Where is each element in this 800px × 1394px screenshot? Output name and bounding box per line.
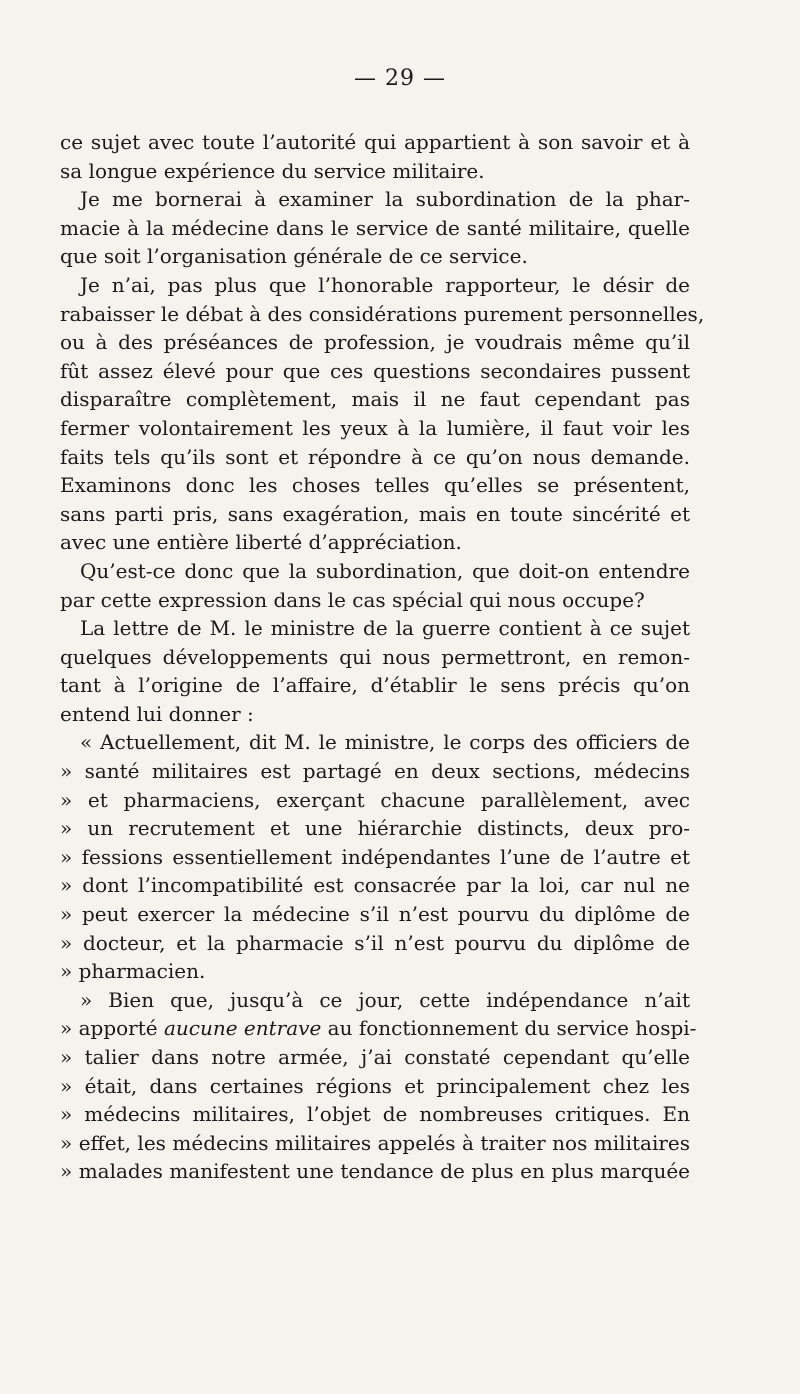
text-line: rabaisser le débat à des considérations purement personnelles, <box>60 301 705 326</box>
text-line: » malades manifestent une tendance de plus en plus marquée <box>60 1159 690 1184</box>
text-line: fût assez élevé pour que ces questions secondaires pussent <box>60 358 690 383</box>
text-line: La lettre de M. le ministre de la guerre contient à ce sujet <box>80 616 690 641</box>
text-line: Je n’ai, pas plus que l’honorable rapporteur, le désir de <box>80 272 690 297</box>
text-line: » docteur, et la pharmacie s’il n’est pourvu du diplôme de <box>60 930 690 955</box>
text-line: » peut exercer la médecine s’il n’est pourvu du diplôme de <box>60 902 690 927</box>
text-line: par cette expression dans le cas spécial qui nous occupe? <box>60 587 645 612</box>
text-line: ce sujet avec toute l’autorité qui appartient à son savoir et à <box>60 130 690 154</box>
text-line: » fessions essentiellement indépendantes l’une de l’autre et <box>60 844 690 869</box>
text-fragment: au fonctionnement du service hospi- <box>321 1016 697 1041</box>
body-text <box>60 128 705 1186</box>
text-line: » un recrutement et une hiérarchie distincts, deux pro- <box>60 816 690 841</box>
text-line: entend lui donner : <box>60 701 254 726</box>
text-line: sa longue expérience du service militaire. <box>60 158 485 183</box>
text-line: » pharmacien. <box>60 959 206 984</box>
text-line: fermer volontairement les yeux à la lumière, il faut voir les <box>60 415 690 440</box>
text-line: sans parti pris, sans exagération, mais en toute sincérité et <box>60 501 690 526</box>
text-line: » effet, les médecins militaires appelés à traiter nos militaires <box>60 1130 690 1155</box>
text-line: avec une entière liberté d’appréciation. <box>60 530 462 555</box>
text-line: macie à la médecine dans le service de santé militaire, quelle <box>60 215 690 240</box>
text-line: » était, dans certaines régions et principalement chez les <box>60 1073 690 1098</box>
text-line: Examinons donc les choses telles qu’elles se présentent, <box>60 473 690 498</box>
text-line: quelques développements qui nous permettront, en remon- <box>60 644 690 669</box>
text-line: » talier dans notre armée, j’ai constaté cependant qu’elle <box>60 1045 690 1069</box>
page-number: — 29 — <box>354 66 446 91</box>
text-line: que soit l’organisation générale de ce service. <box>60 244 528 269</box>
text-line: Je me bornerai à examiner la subordination de la phar- <box>80 187 690 212</box>
text-line: ou à des préséances de profession, je voudrais même qu’il <box>60 330 690 355</box>
text-line: faits tels qu’ils sont et répondre à ce qu’on nous demande. <box>60 444 690 469</box>
text-line: » Bien que, jusqu’à ce jour, cette indépendance n’ait <box>80 987 690 1012</box>
text-line: disparaître complètement, mais il ne faut cependant pas <box>60 387 690 412</box>
text-line: » médecins militaires, l’objet de nombreuses critiques. En <box>60 1102 690 1127</box>
text-line-with-italic <box>60 1014 697 1043</box>
text-line: » dont l’incompatibilité est consacrée par la loi, car nul ne <box>60 873 690 898</box>
text-line: » santé militaires est partagé en deux sections, médecins <box>60 759 690 784</box>
text-line: » et pharmaciens, exerçant chacune parallèlement, avec <box>60 787 690 812</box>
text-fragment: » apporté <box>60 1016 164 1041</box>
italic-phrase: aucune entrave <box>163 1016 322 1041</box>
text-line: « Actuellement, dit M. le ministre, le corps des officiers de <box>80 730 690 755</box>
text-line: Qu’est-ce donc que la subordination, que doit-on entendre <box>80 558 690 583</box>
text-line: tant à l’origine de l’affaire, d’établir le sens précis qu’on <box>60 673 690 698</box>
